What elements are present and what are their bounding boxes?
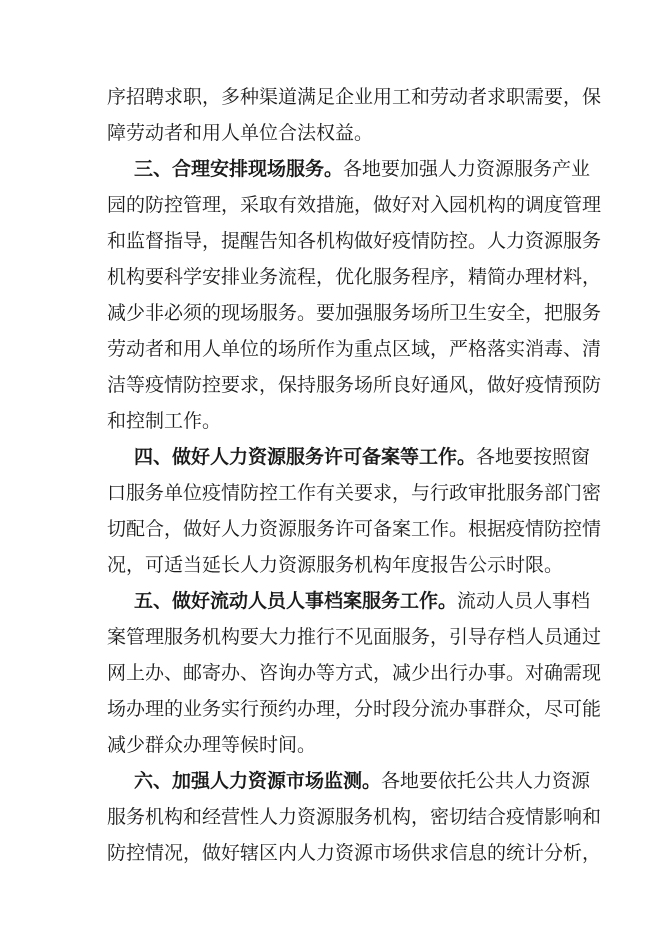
section-6-first-line [134,766,591,796]
section-5-line: 案管理服务机构要大力推行不见面服务，引导存档人员通过 [107,626,602,648]
section-5-line: 减少群众办理等候时间。 [107,734,317,756]
intro-line-2: 障劳动者和用人单位合法权益。 [107,122,374,144]
section-3-line: 机构要科学安排业务流程，优化服务程序，精简办理材料， [107,266,602,288]
section-6-first-line-text: 各地要依托公共人力资源 [381,770,591,792]
section-4-first-line [134,442,591,472]
section-3-heading: 三、合理安排现场服务。 [134,158,344,180]
section-3-line: 和控制工作。 [107,410,222,432]
section-4-line: 况，可适当延长人力资源服务机构年度报告公示时限。 [107,554,564,576]
section-6-heading: 六、加强人力资源市场监测。 [134,770,382,792]
section-5-first-line [134,586,591,616]
section-5-line: 网上办、邮寄办、咨询办等方式，减少出行办事。对确需现 [107,662,602,684]
section-4-line: 口服务单位疫情防控工作有关要求，与行政审批服务部门密 [107,482,602,504]
section-3-first-line [134,154,591,184]
section-5-line: 场办理的业务实行预约办理，分时段分流办事群众，尽可能 [107,698,602,720]
section-5-first-line-text: 流动人员人事档 [457,590,591,612]
section-3-line: 洁等疫情防控要求，保持服务场所良好通风，做好疫情预防 [107,374,602,396]
section-3-line: 劳动者和用人单位的场所作为重点区域，严格落实消毒、清 [107,338,602,360]
section-3-line: 和监督指导，提醒告知各机构做好疫情防控。人力资源服务 [107,230,602,252]
section-5-heading: 五、做好流动人员人事档案服务工作。 [134,590,458,612]
section-4-heading: 四、做好人力资源服务许可备案等工作。 [134,446,477,468]
section-6-line: 服务机构和经营性人力资源服务机构，密切结合疫情影响和 [107,806,602,828]
section-4-line: 切配合，做好人力资源服务许可备案工作。根据疫情防控情 [107,518,602,540]
section-3-line: 减少非必须的现场服务。要加强服务场所卫生安全，把服务 [107,302,602,324]
section-6-line: 防控情况，做好辖区内人力资源市场供求信息的统计分析， [107,842,602,864]
section-3-first-line-text: 各地要加强人力资源服务产业 [343,158,591,180]
section-4-first-line-text: 各地要按照窗 [476,446,591,468]
section-3-line: 园的防控管理，采取有效措施，做好对入园机构的调度管理 [107,194,602,216]
intro-line-1: 序招聘求职，多种渠道满足企业用工和劳动者求职需要，保 [107,86,602,108]
